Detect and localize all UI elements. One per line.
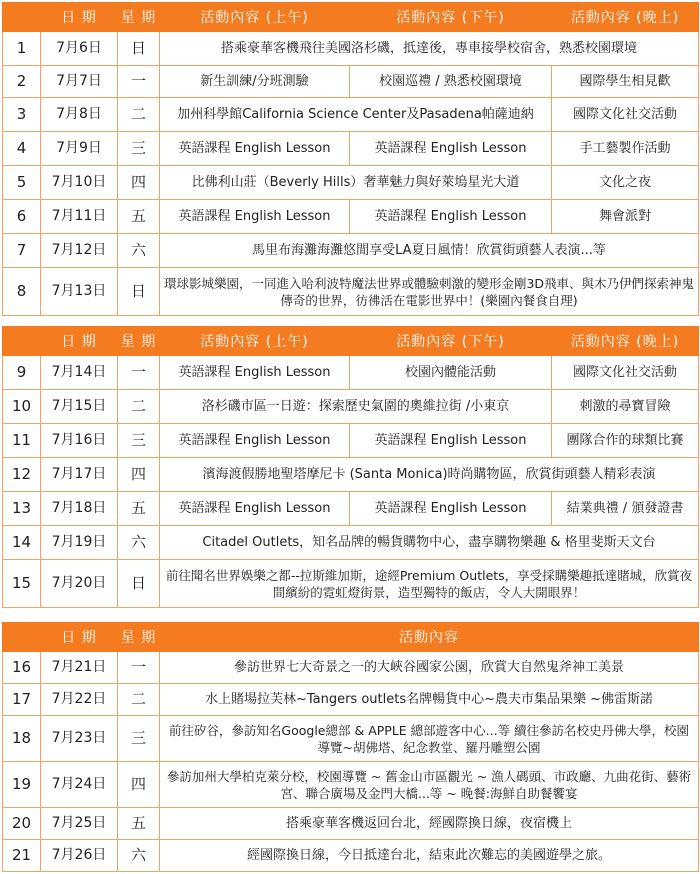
table-row (3, 66, 699, 98)
table-row (3, 840, 699, 872)
weekday-cell: 一 (118, 652, 160, 684)
header-num (3, 327, 41, 356)
day-number: 9 (3, 356, 41, 390)
date-cell: 7月25日 (41, 808, 118, 840)
weekday-cell: 一 (118, 66, 160, 98)
activity-evening: 結業典禮 / 頒發證書 (552, 492, 699, 526)
schedule-table-week2 (2, 326, 699, 608)
date-cell: 7月22日 (41, 684, 118, 716)
activity-afternoon: 英語課程 English Lesson (350, 492, 552, 526)
activity-day: 加州科學館California Science Center及Pasadena帕薩迪納 (160, 98, 552, 132)
activity-day: 洛杉磯市區一日遊：探索歷史氣圍的奧維拉街 /小東京 (160, 390, 552, 424)
activity-afternoon: 英語課程 English Lesson (350, 424, 552, 458)
weekday-cell: 三 (118, 132, 160, 166)
date-cell: 7月8日 (41, 98, 118, 132)
weekday-cell: 六 (118, 840, 160, 872)
date-cell: 7月18日 (41, 492, 118, 526)
date-cell: 7月12日 (41, 234, 118, 268)
header-evening: 活動內容 (晚上) (552, 3, 699, 32)
header-evening: 活動內容 (晚上) (552, 327, 699, 356)
header-num (3, 3, 41, 32)
date-cell: 7月23日 (41, 716, 118, 762)
schedule-table-week1 (2, 2, 699, 316)
table-row (3, 560, 699, 608)
table-row (3, 234, 699, 268)
table-row (3, 98, 699, 132)
table-row (3, 166, 699, 200)
date-cell: 7月9日 (41, 132, 118, 166)
activity-full-day: 搭乘豪華客機飛往美國洛杉磯，抵達後，專車接學校宿舍，熟悉校園環境 (160, 32, 699, 66)
activity-full-day: 前往聞名世界娛樂之都--拉斯維加斯，途經Premium Outlets，享受採購樂趣抵達賭城，欣賞夜間繽紛的霓虹燈街景，造型獨特的飯店，令人大開眼界！ (160, 560, 699, 608)
day-number: 20 (3, 808, 41, 840)
table-row (3, 200, 699, 234)
day-number: 19 (3, 762, 41, 808)
weekday-cell: 五 (118, 808, 160, 840)
day-number: 3 (3, 98, 41, 132)
table-row (3, 526, 699, 560)
weekday-cell: 六 (118, 234, 160, 268)
weekday-cell: 二 (118, 390, 160, 424)
weekday-cell: 五 (118, 492, 160, 526)
date-cell: 7月14日 (41, 356, 118, 390)
activity-full-day: 前往矽谷，參訪知名Google總部 & APPLE 總部遊客中心...等 續往參訪名校史丹佛大學，校園導覽~胡佛塔、紀念教堂、羅丹雕塑公園 (160, 716, 699, 762)
activity-morning: 新生訓練/分班測驗 (160, 66, 350, 98)
activity-full-day: 搭乘豪華客機返回台北，經國際換日線，夜宿機上 (160, 808, 699, 840)
day-number: 6 (3, 200, 41, 234)
day-number: 5 (3, 166, 41, 200)
date-cell: 7月15日 (41, 390, 118, 424)
activity-evening: 刺激的尋寶冒險 (552, 390, 699, 424)
weekday-cell: 日 (118, 268, 160, 316)
date-cell: 7月6日 (41, 32, 118, 66)
header-afternoon: 活動內容 (下午) (350, 327, 552, 356)
day-number: 8 (3, 268, 41, 316)
date-cell: 7月7日 (41, 66, 118, 98)
activity-full-day: 參訪世界七大奇景之一的大峽谷國家公園，欣賞大自然鬼斧神工美景 (160, 652, 699, 684)
table-row (3, 424, 699, 458)
header-weekday: 星 期 (118, 327, 160, 356)
day-number: 16 (3, 652, 41, 684)
weekday-cell: 四 (118, 166, 160, 200)
header-weekday: 星 期 (118, 623, 160, 652)
weekday-cell: 四 (118, 762, 160, 808)
activity-full-day: 經國際換日線，今日抵達台北，結束此次難忘的美國遊學之旅。 (160, 840, 699, 872)
day-number: 10 (3, 390, 41, 424)
day-number: 17 (3, 684, 41, 716)
table-row (3, 684, 699, 716)
table-row (3, 132, 699, 166)
activity-evening: 國際文化社交活動 (552, 98, 699, 132)
day-number: 18 (3, 716, 41, 762)
activity-evening: 團隊合作的球類比賽 (552, 424, 699, 458)
date-cell: 7月11日 (41, 200, 118, 234)
activity-evening: 國際學生相見歡 (552, 66, 699, 98)
table-row (3, 492, 699, 526)
table-row (3, 268, 699, 316)
weekday-cell: 二 (118, 98, 160, 132)
header-row (3, 623, 699, 652)
activity-evening: 國際文化社交活動 (552, 356, 699, 390)
activity-evening: 手工藝製作活動 (552, 132, 699, 166)
table-row (3, 762, 699, 808)
header-date: 日 期 (41, 3, 118, 32)
table-row (3, 390, 699, 424)
weekday-cell: 三 (118, 424, 160, 458)
activity-day: 比佛利山莊（Beverly Hills）奢華魅力與好萊塢星光大道 (160, 166, 552, 200)
date-cell: 7月17日 (41, 458, 118, 492)
weekday-cell: 二 (118, 684, 160, 716)
activity-full-day: 參訪加州大學柏克萊分校，校園導覽 ~ 舊金山市區觀光 ~ 漁人碼頭、市政廳、九曲花街、藝術宮、聯合廣場及金門大橋...等 ~ 晚餐:海鮮自助餐饗宴 (160, 762, 699, 808)
weekday-cell: 四 (118, 458, 160, 492)
activity-full-day: 水上賭場拉芙林~Tangers outlets名牌暢貨中心~農夫市集品果樂 ~佛雷斯諾 (160, 684, 699, 716)
day-number: 14 (3, 526, 41, 560)
day-number: 21 (3, 840, 41, 872)
date-cell: 7月24日 (41, 762, 118, 808)
header-date: 日 期 (41, 623, 118, 652)
activity-afternoon: 校園內體能活動 (350, 356, 552, 390)
activity-afternoon: 英語課程 English Lesson (350, 132, 552, 166)
day-number: 2 (3, 66, 41, 98)
date-cell: 7月21日 (41, 652, 118, 684)
header-morning: 活動內容 (上午) (160, 327, 350, 356)
header-activity: 活動內容 (160, 623, 699, 652)
header-row (3, 327, 699, 356)
weekday-cell: 三 (118, 716, 160, 762)
day-number: 11 (3, 424, 41, 458)
weekday-cell: 日 (118, 32, 160, 66)
day-number: 4 (3, 132, 41, 166)
activity-full-day: 濱海渡假勝地聖塔摩尼卡 (Santa Monica)時尚購物區，欣賞街頭藝人精彩表演 (160, 458, 699, 492)
activity-morning: 英語課程 English Lesson (160, 492, 350, 526)
activity-evening: 文化之夜 (552, 166, 699, 200)
header-weekday: 星 期 (118, 3, 160, 32)
activity-morning: 英語課程 English Lesson (160, 200, 350, 234)
day-number: 12 (3, 458, 41, 492)
table-row (3, 716, 699, 762)
date-cell: 7月19日 (41, 526, 118, 560)
activity-morning: 英語課程 English Lesson (160, 424, 350, 458)
day-number: 15 (3, 560, 41, 608)
date-cell: 7月26日 (41, 840, 118, 872)
header-afternoon: 活動內容 (下午) (350, 3, 552, 32)
table-row (3, 652, 699, 684)
date-cell: 7月10日 (41, 166, 118, 200)
table-row (3, 808, 699, 840)
header-row (3, 3, 699, 32)
weekday-cell: 日 (118, 560, 160, 608)
activity-morning: 英語課程 English Lesson (160, 356, 350, 390)
weekday-cell: 一 (118, 356, 160, 390)
header-num (3, 623, 41, 652)
weekday-cell: 五 (118, 200, 160, 234)
table-row (3, 356, 699, 390)
activity-full-day: Citadel Outlets，知名品牌的暢貨購物中心，盡享購物樂趣 & 格里斐斯天文台 (160, 526, 699, 560)
weekday-cell: 六 (118, 526, 160, 560)
date-cell: 7月20日 (41, 560, 118, 608)
day-number: 13 (3, 492, 41, 526)
day-number: 7 (3, 234, 41, 268)
activity-morning: 英語課程 English Lesson (160, 132, 350, 166)
day-number: 1 (3, 32, 41, 66)
table-row (3, 32, 699, 66)
date-cell: 7月13日 (41, 268, 118, 316)
activity-full-day: 環球影城樂園，一同進入哈利波特魔法世界或體驗刺激的變形金剛3D飛車、與木乃伊們探索神鬼傳奇的世界，彷彿活在電影世界中！(樂園內餐食自理) (160, 268, 699, 316)
table-row (3, 458, 699, 492)
activity-afternoon: 英語課程 English Lesson (350, 200, 552, 234)
activity-evening: 舞會派對 (552, 200, 699, 234)
date-cell: 7月16日 (41, 424, 118, 458)
schedule-table-week3 (2, 622, 699, 872)
activity-afternoon: 校園巡禮 / 熟悉校園環境 (350, 66, 552, 98)
header-morning: 活動內容 (上午) (160, 3, 350, 32)
activity-full-day: 馬里布海灘海灘悠閒享受LA夏日風情！欣賞街頭藝人表演...等 (160, 234, 699, 268)
header-date: 日 期 (41, 327, 118, 356)
